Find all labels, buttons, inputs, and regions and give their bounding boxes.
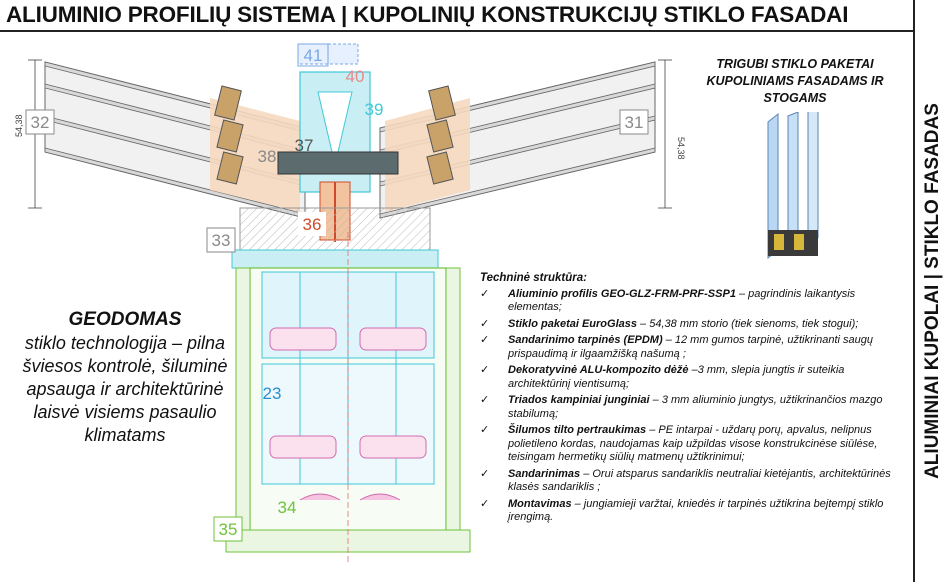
item-desc: –3 mm, slepia jungtis ir suteikia architektūrinį vientisumą; <box>508 364 845 390</box>
promo-text-block <box>10 308 240 447</box>
callout-37: 37 <box>294 136 314 155</box>
side-banner-text: ALIUMINIAI KUPOLAI | STIKLO FASADAS <box>921 103 943 479</box>
callout-33: 33 <box>211 231 231 250</box>
callout-40: 40 <box>345 67 365 86</box>
list-item <box>478 468 898 495</box>
check-icon: ✓ <box>480 467 490 480</box>
item-desc: – 54,38 mm storio (tiek sienoms, tiek stogui); <box>637 317 859 330</box>
callout-36: 36 <box>302 215 322 234</box>
callout-38: 38 <box>257 147 277 166</box>
callout-23: 23 <box>262 384 282 403</box>
check-icon: ✓ <box>480 317 490 330</box>
callout-32: 32 <box>30 113 50 132</box>
item-desc: – pagrindinis laikantysis elementas; <box>508 287 856 313</box>
callout-34: 34 <box>277 498 297 517</box>
triple-glass-illustration <box>748 112 838 262</box>
item-desc: – PE intarpai - uždarų porų, apvalus, nelipnus polietileno kordas, naudojamas kaip užpildas visose konstrukcinėse siūlėse, teisingam hermetikų siūlių matmenų užtikrinimui; <box>508 424 878 463</box>
check-icon: ✓ <box>480 497 490 510</box>
glass-panel-title: TRIGUBI STIKLO PAKETAI KUPOLINIAMS FASADAMS IR STOGAMS <box>706 57 884 105</box>
callout-41: 41 <box>303 46 323 65</box>
callout-31: 31 <box>624 113 644 132</box>
item-term: Dekoratyvinė ALU-kompozito dėžė <box>508 364 689 376</box>
list-item <box>478 424 898 465</box>
list-item <box>478 334 898 361</box>
callout-39: 39 <box>364 100 384 119</box>
item-term: Montavimas <box>508 497 572 510</box>
item-term: Šilumos tilto pertraukimas <box>508 424 647 436</box>
promo-description: stiklo technologija – pilna šviesos kontrolė, šiluminė apsauga ir architektūrinė laisvė visiems pasaulio klimatams <box>22 333 228 445</box>
item-term: Stiklo paketai EuroGlass <box>508 317 637 330</box>
page-title: ALIUMINIO PROFILIŲ SISTEMA | KUPOLINIŲ KONSTRUKCIJŲ STIKLO FASADAI <box>6 2 849 27</box>
item-desc: – jungiamieji varžtai, kniedės ir tarpinės užtikrina bejtempį stiklo įrengimą. <box>508 497 884 523</box>
list-item <box>478 288 898 315</box>
item-desc: – 12 mm gumos tarpinė, užtikrinanti saugų prispaudimą ir ilgaamžišką našumą ; <box>508 334 873 360</box>
check-icon: ✓ <box>480 424 490 436</box>
dimension-left: 54,38 <box>14 114 24 137</box>
check-icon: ✓ <box>480 287 490 300</box>
technical-structure <box>478 272 898 528</box>
callout-35: 35 <box>218 520 238 539</box>
list-item <box>478 498 898 525</box>
promo-brand: GEODOMAS <box>68 309 182 330</box>
check-icon: ✓ <box>480 364 490 376</box>
list-item <box>478 318 898 332</box>
header-bar <box>0 0 913 32</box>
tech-heading: Techninė struktūra: <box>480 272 587 284</box>
check-icon: ✓ <box>480 334 490 346</box>
tech-list <box>478 288 898 525</box>
item-term: Sandarinimas <box>508 467 581 480</box>
item-desc: – Orui atsparus sandariklis neutraliai kietėjantis, architektūrinės klasės sandariklis ; <box>508 467 891 493</box>
list-item <box>478 364 898 391</box>
item-term: Sandarinimo tarpinės (EPDM) <box>508 334 663 346</box>
left-glass-pack <box>28 60 305 218</box>
check-icon: ✓ <box>480 394 490 406</box>
item-desc: – 3 mm aliuminio jungtys, užtikrinančios mazgo stabilumą; <box>508 394 883 420</box>
item-term: Triados kampiniai junginiai <box>508 394 650 406</box>
right-glass-pack <box>380 60 672 218</box>
list-item <box>478 394 898 421</box>
item-term: Aliuminio profilis GEO-GLZ-FRM-PRF-SSP1 <box>508 287 736 300</box>
side-banner <box>913 0 950 582</box>
dimension-right: 54,38 <box>676 137 686 160</box>
